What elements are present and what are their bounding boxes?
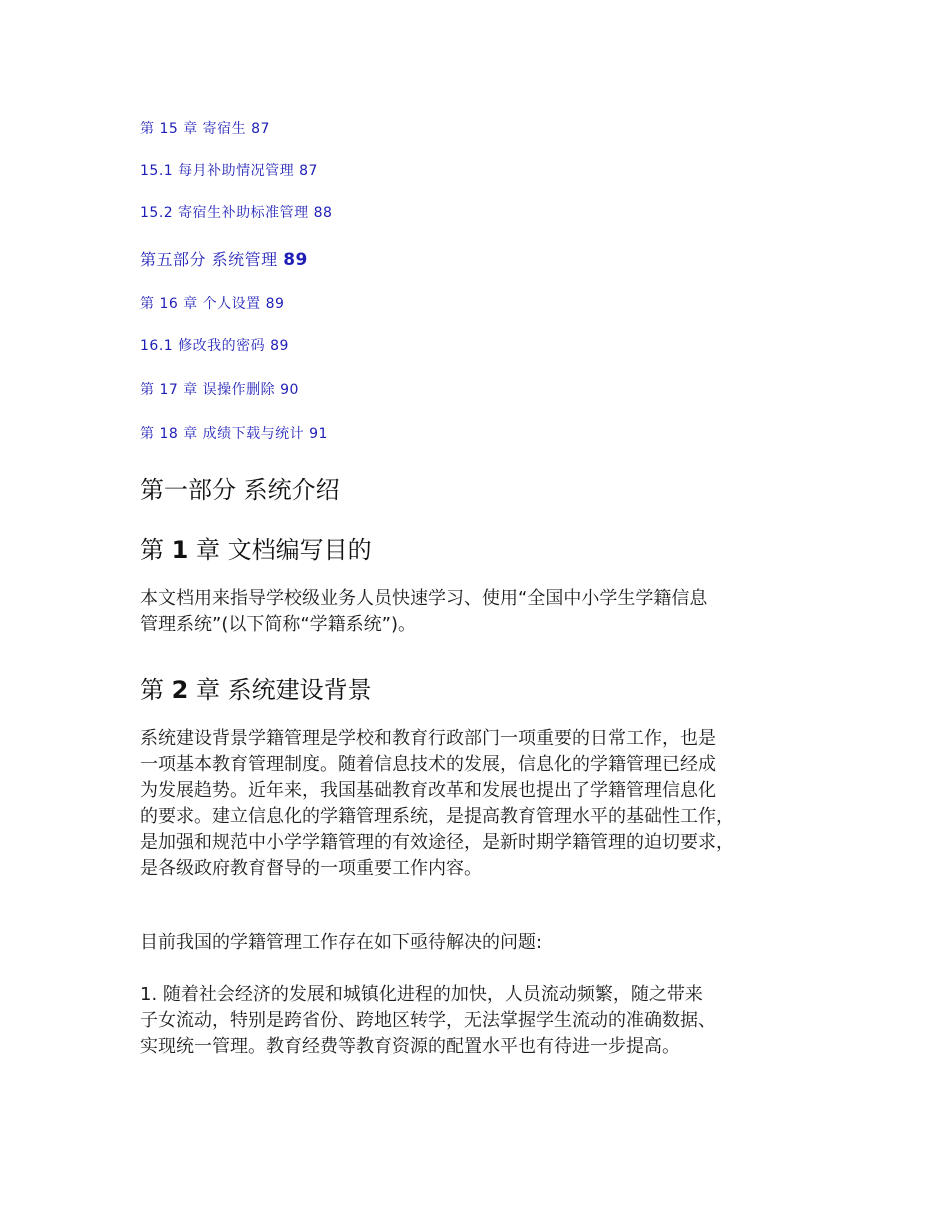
chapter-title: 章 文档编写目的 <box>188 536 372 564</box>
problems-intro <box>140 930 830 956</box>
paragraph-line: 系统建设背景学籍管理是学校和教育行政部门一项重要的日常工作，也是 <box>140 728 716 749</box>
paragraph-line: 为发展趋势。近年来，我国基础教育改革和发展也提出了学籍管理信息化 <box>140 780 716 801</box>
paragraph-line: 的要求。建立信息化的学籍管理系统，是提高教育管理水平的基础性工作， <box>140 806 734 827</box>
paragraph-line: 是各级政府教育督导的一项重要工作内容。 <box>140 858 482 879</box>
toc-page-number: 89 <box>283 250 308 270</box>
chapter-title: 章 系统建设背景 <box>188 676 372 704</box>
toc-item-ch16[interactable] <box>140 293 284 313</box>
toc-item-15-1[interactable] <box>140 160 318 180</box>
toc-page-number: 91 <box>309 426 328 442</box>
toc-page-number: 87 <box>299 163 318 179</box>
toc-page-number: 89 <box>265 296 285 312</box>
toc-item-16-1[interactable] <box>140 335 289 355</box>
toc-page-number: 89 <box>270 338 289 354</box>
toc-label: 16.1 修改我的密码 <box>140 338 266 354</box>
chapter2-heading <box>140 670 372 705</box>
toc-item-ch17[interactable] <box>140 379 299 399</box>
toc-label: 第 16 章 个人设置 <box>140 296 261 312</box>
toc-item-ch18[interactable] <box>140 423 328 443</box>
chapter1-paragraph <box>140 586 830 638</box>
chapter-number: 1 <box>171 536 189 564</box>
toc-label: 第 15 章 寄宿生 <box>140 121 247 137</box>
paragraph-line: 管理系统”(以下简称“学籍系统”)。 <box>140 614 417 635</box>
chapter-prefix: 第 <box>140 676 172 704</box>
paragraph-line: 一项基本教育管理制度。随着信息技术的发展，信息化的学籍管理已经成 <box>140 754 716 775</box>
chapter-number: 2 <box>171 676 189 704</box>
paragraph-line: 实现统一管理。教育经费等教育资源的配置水平也有待进一步提高。 <box>140 1036 680 1057</box>
toc-page-number: 90 <box>280 382 299 398</box>
part1-heading: 第一部分 系统介绍 <box>140 476 340 504</box>
toc-item-part5[interactable] <box>140 247 308 270</box>
toc-item-ch15[interactable] <box>140 118 270 138</box>
paragraph-line: 目前我国的学籍管理工作存在如下亟待解决的问题: <box>140 932 543 953</box>
chapter1-heading <box>140 530 372 565</box>
toc-label: 第五部分 系统管理 <box>140 250 278 269</box>
toc-page-number: 87 <box>251 121 270 137</box>
paragraph-line: 本文档用来指导学校级业务人员快速学习、使用“全国中小学生学籍信息 <box>140 588 708 609</box>
toc-label: 15.2 寄宿生补助标准管理 <box>140 205 309 221</box>
toc-label: 第 18 章 成绩下载与统计 <box>140 426 305 442</box>
chapter2-paragraph <box>140 726 830 882</box>
paragraph-line: 1. 随着社会经济的发展和城镇化进程的加快，人员流动频繁，随之带来 <box>140 984 703 1005</box>
toc-item-15-2[interactable] <box>140 202 332 222</box>
toc-label: 15.1 每月补助情况管理 <box>140 163 295 179</box>
problem-item-1 <box>140 982 830 1060</box>
toc-page-number: 88 <box>313 205 333 221</box>
chapter-prefix: 第 <box>140 536 172 564</box>
paragraph-line: 子女流动，特别是跨省份、跨地区转学，无法掌握学生流动的准确数据、 <box>140 1010 716 1031</box>
paragraph-line: 是加强和规范中小学学籍管理的有效途径，是新时期学籍管理的迫切要求， <box>140 832 734 853</box>
toc-label: 第 17 章 误操作删除 <box>140 382 276 398</box>
